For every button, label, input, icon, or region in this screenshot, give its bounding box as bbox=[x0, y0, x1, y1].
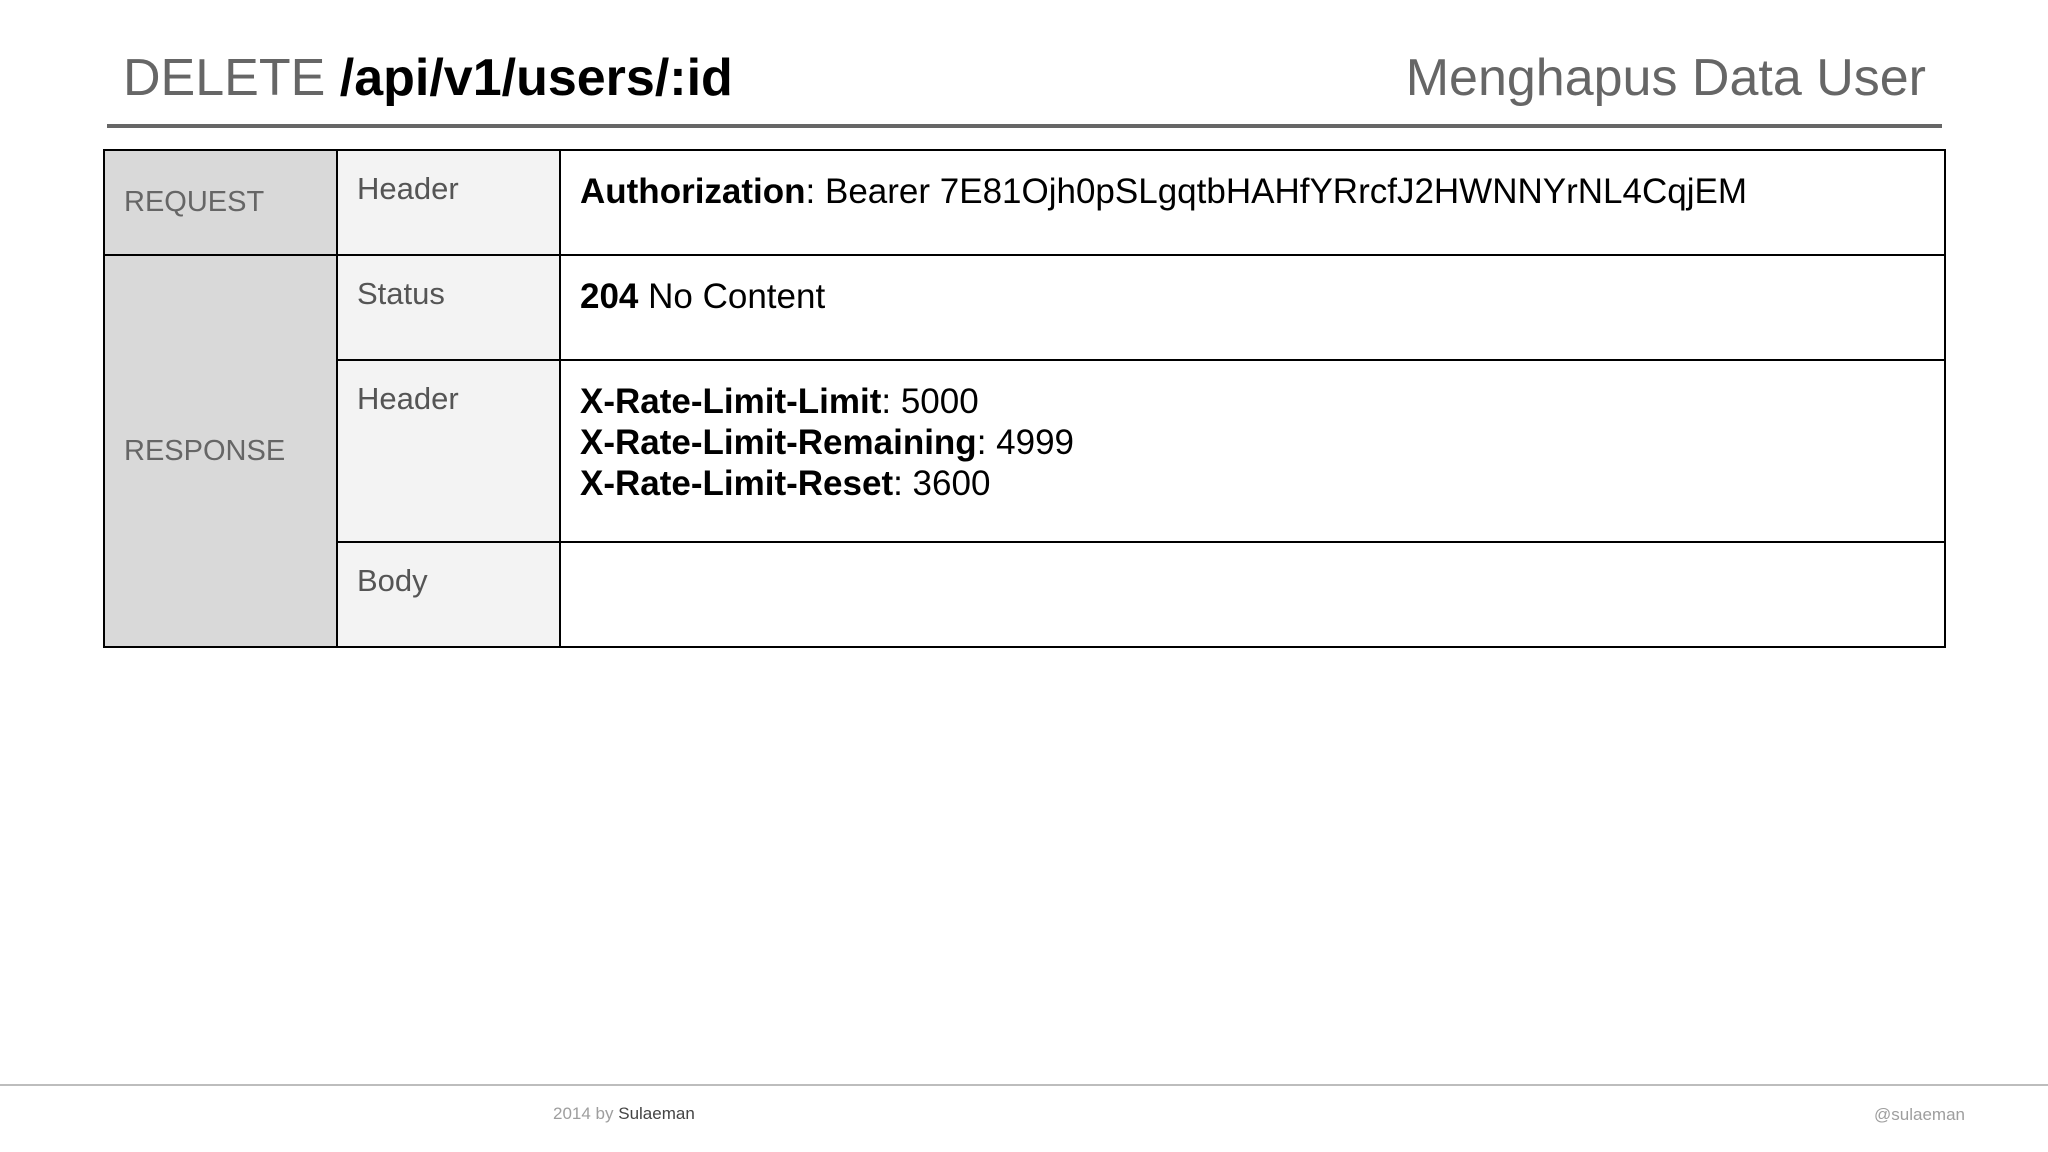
status-code: 204 bbox=[580, 277, 639, 316]
endpoint-description: Menghapus Data User bbox=[1405, 49, 1926, 107]
response-header-key: X-Rate-Limit-Remaining bbox=[580, 423, 977, 462]
authorization-key: Authorization bbox=[580, 172, 806, 211]
response-body-value bbox=[560, 542, 1945, 647]
endpoint-title bbox=[123, 48, 733, 108]
response-header-line bbox=[580, 422, 1944, 463]
authorization-value: : Bearer 7E81Ojh0pSLgqtbHAHfYRrcfJ2HWNNYrNL4CqjEM bbox=[805, 172, 1747, 211]
endpoint-path: /api/v1/users/:id bbox=[339, 49, 733, 107]
response-header-line bbox=[580, 381, 1944, 422]
api-spec-table bbox=[103, 149, 1946, 648]
response-section-label: RESPONSE bbox=[104, 255, 337, 647]
response-status-label: Status bbox=[337, 255, 560, 360]
response-status-value bbox=[560, 255, 1945, 360]
footer-divider bbox=[0, 1084, 2048, 1086]
footer-author: Sulaeman bbox=[618, 1104, 695, 1123]
http-method: DELETE bbox=[123, 49, 326, 107]
request-header-label: Header bbox=[337, 150, 560, 255]
request-header-row bbox=[104, 150, 1945, 255]
response-header-value: : 4999 bbox=[976, 423, 1075, 462]
response-header-row bbox=[104, 360, 1945, 542]
response-header-key: X-Rate-Limit-Reset bbox=[580, 464, 894, 503]
response-body-label: Body bbox=[337, 542, 560, 647]
footer-handle: @sulaeman bbox=[1874, 1105, 1965, 1124]
response-header-values bbox=[560, 360, 1945, 542]
response-header-value: : 5000 bbox=[881, 382, 979, 421]
response-header-value: : 3600 bbox=[893, 464, 991, 503]
footer-year: 2014 by bbox=[553, 1104, 619, 1123]
status-text: No Content bbox=[638, 277, 826, 316]
title-bar bbox=[107, 40, 1942, 128]
response-body-row bbox=[104, 542, 1945, 647]
request-section-label: REQUEST bbox=[104, 150, 337, 255]
response-header-key: X-Rate-Limit-Limit bbox=[580, 382, 882, 421]
response-status-row bbox=[104, 255, 1945, 360]
response-header-label: Header bbox=[337, 360, 560, 542]
footer-credit bbox=[553, 1104, 695, 1124]
response-header-line bbox=[580, 463, 1944, 504]
request-header-value bbox=[560, 150, 1945, 255]
